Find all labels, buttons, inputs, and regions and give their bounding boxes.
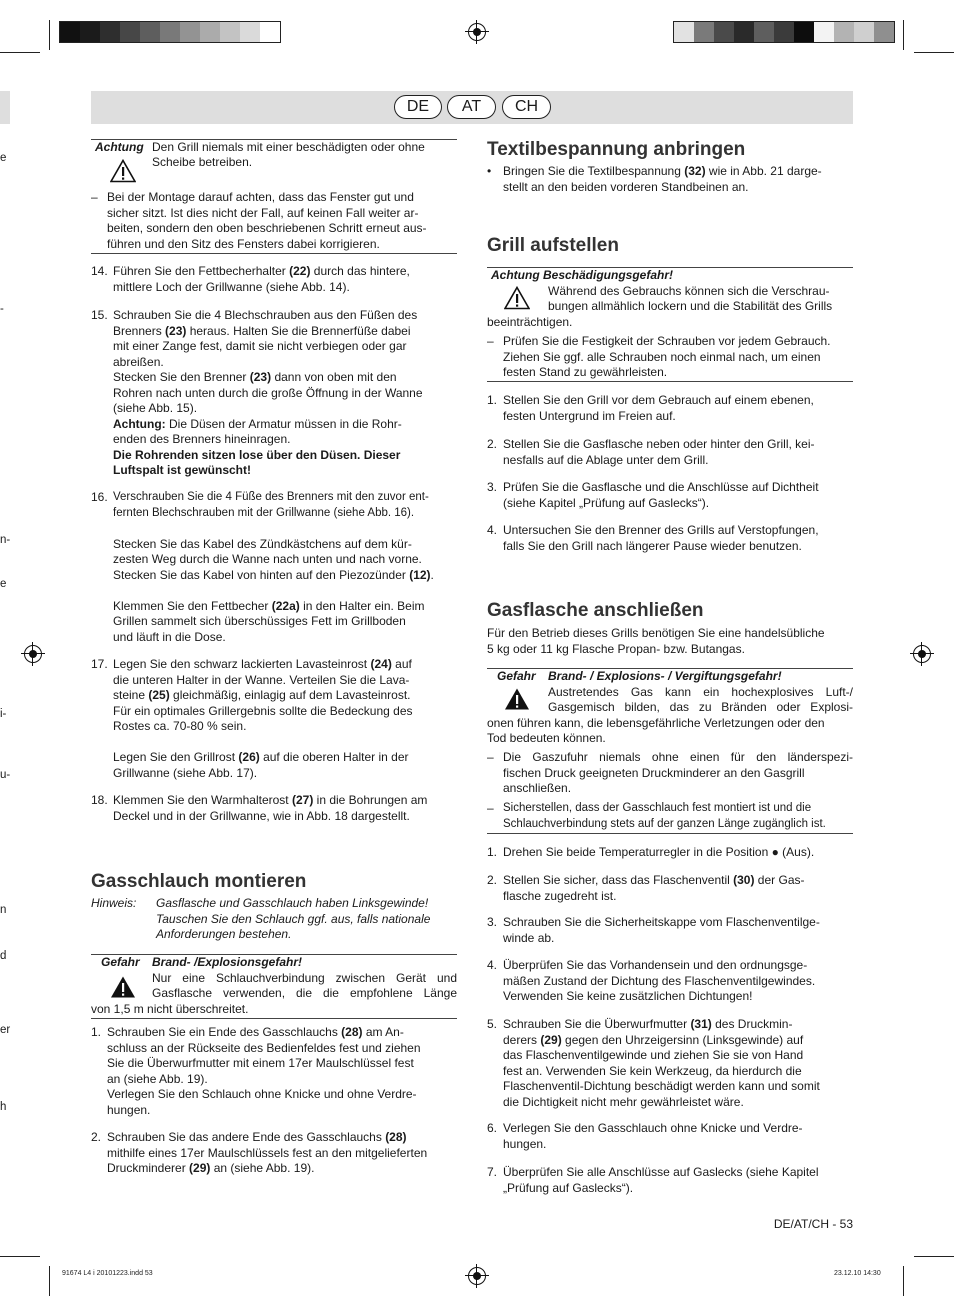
country-badge-de: DE [394,95,442,119]
rule [487,833,853,834]
margin-fragment: i- [0,708,7,720]
danger-triangle-icon [110,975,136,999]
color-bar-left [59,21,281,43]
warning-text: Den Grill niemals mit einer beschädigten oder ohne [152,140,425,154]
margin-fragment: e [0,152,7,164]
text-line: sicher sitzt. Ist dies nicht der Fall, auf keinen Fall weiter ar- [107,205,419,220]
margin-fragment: er [0,1024,11,1036]
footer-file: 91674 L4 i 20101223.indd 53 [62,1270,153,1277]
warning-label: Achtung [95,140,144,154]
rule [487,381,853,382]
text-line: beiten, sondern den oben beschriebenen Schritt erneut aus- [107,221,427,235]
margin-fragment: - [0,303,4,315]
registration-mark-icon [468,1267,486,1285]
country-badge-ch: CH [502,95,551,119]
country-badge-at: AT [447,95,496,119]
text-line: führen und den Sitz des Fensters dabei korrigieren. [107,236,380,251]
heading-gasschlauch: Gasschlauch montieren [91,871,307,892]
warning-triangle-icon [504,286,530,310]
text-line: Bei der Montage darauf achten, dass das Fenster gut und [107,190,414,204]
margin-fragment: h [0,1101,7,1113]
footer-date: 23.12.10 14:30 [834,1270,881,1277]
crop-mark [914,52,954,53]
rule [91,1018,457,1019]
margin-fragment: e [0,578,7,590]
color-bar-right [673,21,895,43]
crop-mark [903,20,904,50]
left-edge-strip [0,91,10,124]
heading-gasflasche: Gasflasche anschließen [487,600,704,621]
registration-mark-icon [468,23,486,41]
crop-mark [49,1266,50,1296]
crop-mark [914,1256,954,1257]
page-number: DE/AT/CH - 53 [773,1217,853,1231]
warning-triangle-icon [110,159,136,183]
crop-mark [0,52,40,53]
crop-mark [903,1266,904,1296]
crop-mark [49,20,50,50]
registration-mark-icon [913,645,931,663]
registration-mark-icon [24,645,42,663]
danger-triangle-icon [504,687,530,711]
rule [91,253,457,254]
warning-text: Scheibe betreiben. [152,155,253,169]
margin-fragment: d [0,950,7,962]
margin-fragment: n [0,904,7,916]
crop-mark [0,1256,40,1257]
margin-fragment: u- [0,769,11,781]
heading-textilbespannung: Textilbespannung anbringen [487,139,746,160]
heading-grill-aufstellen: Grill aufstellen [487,235,619,256]
margin-fragment: n- [0,534,11,546]
